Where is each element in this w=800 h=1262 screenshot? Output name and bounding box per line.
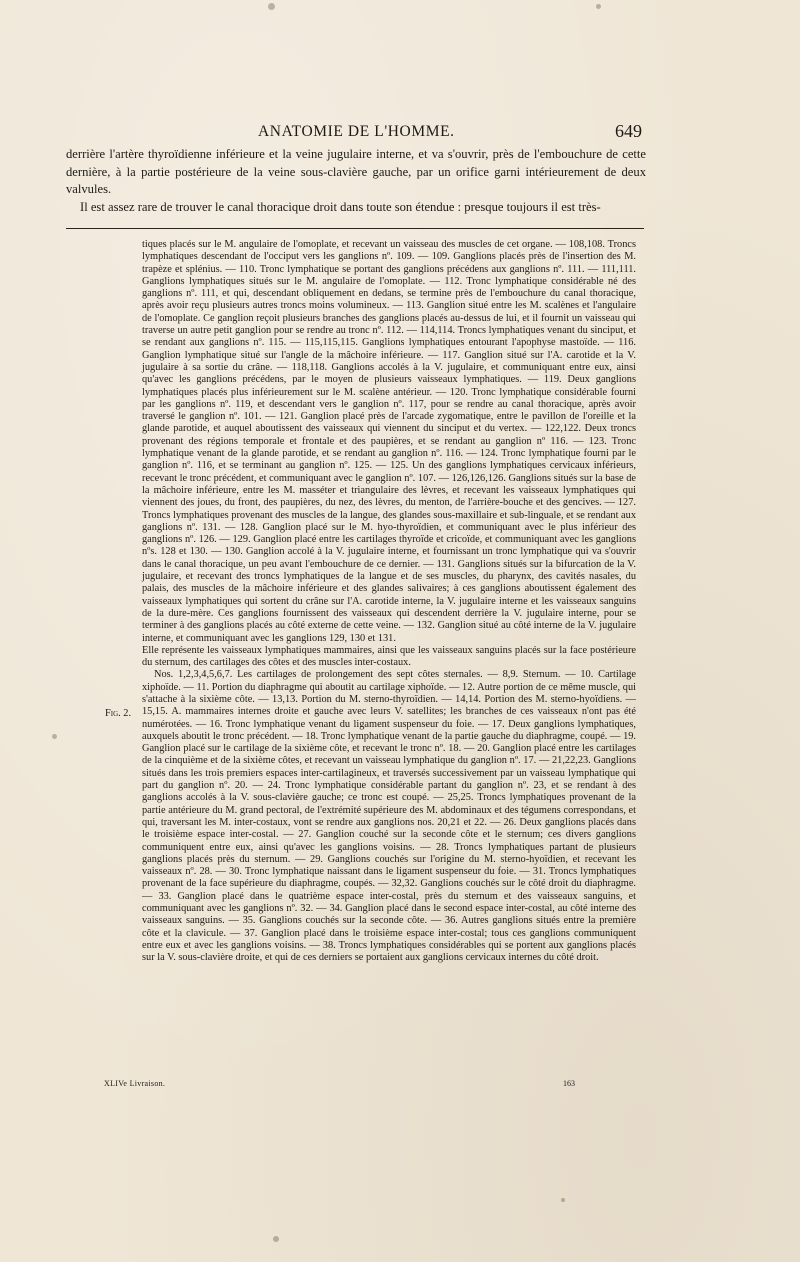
paper-stain [596,4,601,9]
figure-2-description: Elle représente les vaisseaux lymphatiques mammaires, ainsi que les vaisseaux sanguins placés sur la face postérieure du sternum, des cartilages des côtes et des muscles inter-costaux. [142,644,636,669]
running-header: ANATOMIE DE L'HOMME. [258,123,455,140]
footnote-divider [66,228,644,229]
paper-stain [561,1198,565,1202]
paper-stain [52,734,57,739]
figure-legend [142,239,636,965]
figure-label: Fig. 2. [105,708,132,719]
legend-continuation: tiques placés sur le M. angulaire de l'omoplate, et recevant un vaisseau des muscles de cet organe. — 108,108. Troncs lymphatiques descendant de l'occiput vers les ganglions nº. 109. — 109. Ganglions placés près de l'insertion des M. trapèze et splénius. — 110. Tronc lymphatique se portant des ganglions précédens aux ganglions nº. 111. — 111,111. Ganglions lymphatiques situés sur le M. angulaire de l'omoplate. — 112. Tronc lymphatique considérable né des ganglions nº. 111, et qui, descendant obliquement en dedans, se termine près de l'embouchure du canal thoracique, après avoir reçu plusieurs autres troncs moins volumineux. — 113. Ganglion situé entre les M. scalènes et l'angulaire de l'omoplate. Ce ganglion reçoit plusieurs branches des ganglions placés au-dessus de lui, et il fournit un vaisseau qui traverse un autre petit ganglion pour se rendre au tronc nº. 112. — 114,114. Troncs lymphatiques venant du sinciput, et se rendant aux ganglions nº. 115. — 115,115,115. Ganglions lymphatiques entourant l'apophyse mastoïde. — 116. Ganglion lymphatique situé sur l'angle de la mâchoire inférieure. — 117. Ganglion situé sur l'A. carotide et la V. jugulaire à sa sortie du crâne. — 118,118. Ganglions accolés à la V. jugulaire, et communiquant entre eux, ainsi qu'avec les ganglions précédens, par le moyen de plusieurs vaisseaux lymphatiques. — 119. Deux ganglions lymphatiques placés plus inférieurement sur le M. scalène antérieur. — 120. Tronc lymphatique considérable fourni par les ganglions nº. 119, et descendant vers le ganglion nº. 117, pour se rendre au canal thoracique, après avoir traversé le ganglion nº. 101. — 121. Ganglion placé près de l'arcade zygomatique, entre le pavillon de l'oreille et la glande parotide, et auquel aboutissent des vaisseaux qui viennent du sinciput et du vertex. — 122,122. Deux troncs provenant des régions temporale et frontale et des paupières, et se rendant au ganglion nº 116. — 123. Tronc lymphatique venant de la glande parotide, et se rendant au ganglion nº. 116. — 124. Tronc lymphatique fourni par le ganglion nº. 116, et se terminant au ganglion nº. 125. — 125. Un des ganglions lymphatiques cervicaux inférieurs, recevant le tronc précédent, et communiquant avec le ganglion nº. 107. — 126,126,126. Ganglions situés sur la base de la mâchoire inférieure, entre les M. masséter et triangulaire des lèvres, et recevant les vaisseaux lymphatiques qui viennent des joues, du front, des paupières, du nez, des lèvres, du menton, de l'arrière-bouche et des gencives. — 127. Troncs lymphatiques provenant des muscles de la langue, des glandes sous-maxillaire et sub-linguale, et se rendant aux ganglions nº. 131. — 128. Ganglion placé sur le M. hyo-thyroïdien, et communiquant avec le plus inférieur des ganglions nº. 126. — 129. Ganglion placé entre les cartilages thyroïde et cricoïde, et communiquant avec les ganglions nºs. 128 et 130. — 130. Ganglion accolé à la V. jugulaire interne, et fournissant un tronc lymphatique qui va s'ouvrir dans le canal thoracique, un peu avant l'embouchure de ce dernier. — 131. Ganglions situés sur la bifurcation de la V. jugulaire, et recevant des troncs lymphatiques de la langue et de ses muscles, du pharynx, des cavités nasales, du palais, des muscles de la mâchoire inférieure et des glandes salivaires; à ces ganglions aboutissent également des vaisseaux lymphatiques qui sortent du crâne sur l'A. carotide interne, la V. jugulaire interne et les vaisseaux sanguins de la dure-mère. Ces ganglions fournissent des vaisseaux qui descendent derrière la V. jugulaire interne, pour se terminer à des ganglions placés au côté externe de cette veine. — 132. Ganglion situé au côté interne de la V. jugulaire interne, et communiquant avec les ganglions 129, 130 et 131. [142,239,636,644]
signature-mark: XLIVe Livraison. [104,1079,166,1088]
paper-stain [268,3,275,10]
figure-2-numbers: Nos. 1,2,3,4,5,6,7. Les cartilages de prolongement des sept côtes sternales. — 8,9. Sternum. — 10. Cartilage xiphoïde. — 11. Portion du diaphragme qui aboutit au cartilage xiphoïde. — 12. Autre portion de ce même muscle, qui s'attache à la sixième côte. — 13,13. Portion du M. sterno-thyroïdien. — 14,14. Portion des M. sterno-hyoïdiens. — 15,15. A. mammaires internes droite et gauche avec leurs V. satellites; les branches de ces vaisseaux n'ont pas été numérotées. — 16. Tronc lymphatique venant du ligament suspenseur du foie. — 17. Deux ganglions lymphatiques, auxquels aboutit le tronc précédent. — 18. Tronc lymphatique venant de la partie gauche du diaphragme, coupé. — 19. Ganglion placé sur le cartilage de la sixième côte, et recevant le tronc nº. 18. — 20. Ganglion placé entre les cartilages de la cinquième et de la sixième côtes, et recevant un vaisseau lymphatique du ganglion nº. 17. — 21,22,23. Ganglions situés dans les trois premiers espaces inter-cartilagineux, et traversés successivement par un vaisseau lymphatique qui part du ganglion nº. 20. — 24. Tronc lymphatique considérable partant du ganglion nº. 23, et se rendant à des ganglions accolés à la V. sous-clavière gauche; ce tronc est coupé. — 25,25. Troncs lymphatiques provenant de la partie antérieure du M. grand pectoral, de l'extrémité supérieure des M. abdominaux et des tégumens correspondans, et qui, traversant les M. inter-costaux, vont se rendre aux ganglions nos. 20,21 et 22. — 26. Deux ganglions placés dans le troisième espace inter-costal. — 27. Ganglion couché sur la seconde côte et le sternum; ces divers ganglions communiquent entre eux, ainsi qu'avec les ganglions voisins. — 28. Troncs lymphatiques partant de plusieurs ganglions placés près du sternum. — 29. Ganglions couchés sur l'origine du M. sterno-hyoïdien, et recevant les vaisseaux nº. 28. — 30. Tronc lymphatique naissant dans le ligament suspenseur du foie. — 31. Troncs lymphatiques provenant de la face supérieure du diaphragme, coupés. — 32,32. Ganglions couchés sur le côté droit du diaphragme. — 33. Ganglion placé dans le quatrième espace inter-costal, près du sternum et des vaisseaux sanguins, et communiquant avec les ganglions nº. 32. — 34. Ganglion placé dans le second espace inter-costal, au côté interne des vaisseaux sanguins. — 35. Ganglions couchés sur la seconde côte. — 36. Autres ganglions situés entre la première côte et la clavicule. — 37. Ganglion placé dans le troisième espace inter-costal; tous ces ganglions communiquent entre eux et avec les ganglions voisins. — 38. Troncs lymphatiques considérables qui se portent aux ganglions placés sur la V. sous-clavière droite, et qui de ces derniers se portaient aux ganglions cervicaux internes du côté droit. [142,669,636,964]
main-text [66,146,646,216]
paper-stain [273,1236,279,1242]
paragraph: derrière l'artère thyroïdienne inférieure et la veine jugulaire interne, et va s'ouvrir, près de l'embouchure de cette dernière, à la partie postérieure de la veine sous-clavière gauche, par un orifice garni intérieurement de deux valvules. [66,147,646,196]
signature-number: 163 [563,1079,575,1088]
paragraph: Il est assez rare de trouver le canal thoracique droit dans toute son étendue : presque toujours il est très- [80,199,601,214]
page-number: 649 [615,121,642,141]
